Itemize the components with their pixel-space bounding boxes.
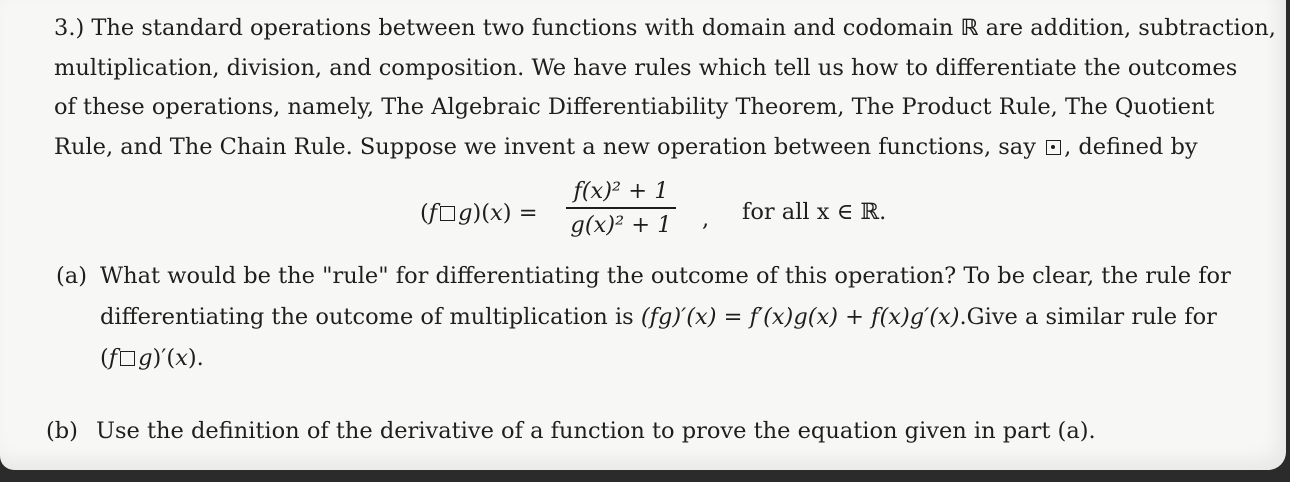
intro-line-1 bbox=[54, 13, 1276, 43]
fraction-numerator: f(x)² + 1 bbox=[573, 178, 669, 204]
fraction-denominator: g(x)² + 1 bbox=[570, 211, 672, 238]
part-a-tail-2: .Give a similar rule for bbox=[959, 304, 1217, 330]
definition-comma: , bbox=[702, 206, 710, 232]
reals-symbol: ℝ bbox=[960, 15, 979, 41]
part-b-label: (b) bbox=[46, 418, 78, 444]
definition-lhs: (f g)(x) = bbox=[420, 200, 538, 226]
definition-fraction bbox=[566, 176, 676, 240]
part-a-line-1: What would be the "rule" for differentiating the outcome of this operation? To be clear, the rule for bbox=[100, 263, 1231, 289]
intro-text-4a: Rule, and The Chain Rule. Suppose we invent a new operation between functions, say bbox=[54, 134, 1036, 160]
part-a-line-3: (f g)′(x). bbox=[100, 345, 204, 371]
problem-number: 3.) bbox=[54, 15, 85, 41]
part-b-text: Use the definition of the derivative of a function to prove the equation given in part (a). bbox=[96, 418, 1096, 444]
part-a-label: (a) bbox=[56, 263, 87, 289]
box-dot-operator-icon bbox=[1046, 140, 1061, 155]
part-a-text-2: differentiating the outcome of multiplication is bbox=[100, 304, 634, 330]
intro-line-4 bbox=[54, 132, 1198, 162]
intro-line-2: multiplication, division, and composition. We have rules which tell us how to differentiate the outcomes bbox=[54, 55, 1238, 81]
box-operator-icon-2 bbox=[120, 351, 135, 366]
intro-line-3: of these operations, namely, The Algebraic Differentiability Theorem, The Product Rule, The Quotient bbox=[54, 94, 1215, 120]
intro-text-1a: The standard operations between two functions with domain and codomain bbox=[91, 15, 954, 41]
intro-text-4b: , defined by bbox=[1064, 134, 1198, 160]
fraction-bar bbox=[566, 207, 676, 209]
intro-text-1b: are addition, subtraction, bbox=[985, 15, 1276, 41]
product-rule-formula: (fg)′(x) = f′(x)g(x) + f(x)g′(x) bbox=[640, 304, 960, 330]
part-a-line-2 bbox=[100, 302, 1217, 332]
definition-condition: for all x ∈ ℝ. bbox=[742, 199, 887, 225]
box-operator-icon bbox=[440, 206, 455, 221]
